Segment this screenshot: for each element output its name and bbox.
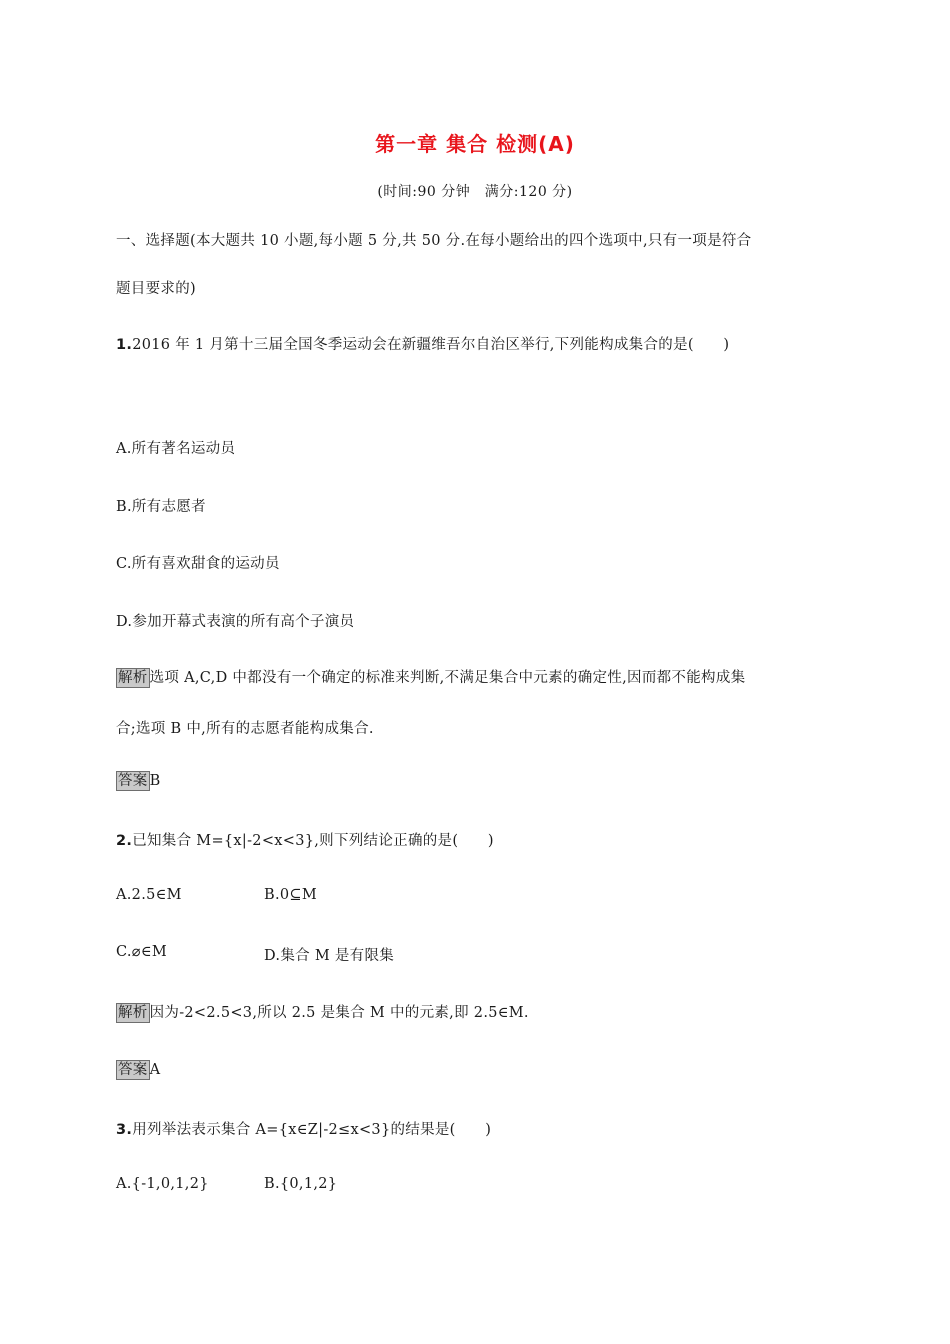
question-2-option-c: C.⌀∈M: [116, 944, 167, 960]
question-1-analysis-text: 选项 A,C,D 中都没有一个确定的标准来判断,不满足集合中元素的确定性,因而都不能构成集: [149, 670, 746, 686]
question-2-option-a: A.2.5∈M: [116, 887, 182, 903]
document-subtitle: (时间:90 分钟 满分:120 分): [377, 184, 573, 200]
question-2-answer: [116, 1060, 160, 1080]
question-1-answer-value: B: [149, 773, 161, 789]
question-1-answer: [116, 771, 161, 791]
question-2-text: 已知集合 M={x|-2<x<3},则下列结论正确的是( ): [132, 833, 494, 849]
question-1-option-c: C.所有喜欢甜食的运动员: [116, 556, 280, 572]
question-3-option-a: A.{-1,0,1,2}: [116, 1176, 209, 1192]
question-2-number: 2.: [116, 833, 133, 849]
question-2-options-row1: [116, 887, 516, 903]
question-2-analysis-text: 因为-2<2.5<3,所以 2.5 是集合 M 中的元素,即 2.5∈M.: [149, 1005, 529, 1021]
question-1-option-d: D.参加开幕式表演的所有高个子演员: [116, 614, 355, 630]
question-3-number: 3.: [116, 1122, 133, 1138]
question-1-option-a: A.所有著名运动员: [116, 441, 236, 457]
question-2-answer-value: A: [149, 1062, 161, 1078]
question-3-text: 用列举法表示集合 A={x∈Z|-2≤x<3}的结果是( ): [132, 1122, 492, 1138]
answer-label: 答案: [118, 1062, 148, 1078]
question-1-number: 1.: [116, 337, 133, 353]
section-heading-line1: 一、选择题(本大题共 10 小题,每小题 5 分,共 50 分.在每小题给出的四个选项中,只有一项是符合: [116, 233, 752, 249]
question-1-analysis-line2: 合;选项 B 中,所有的志愿者能构成集合.: [116, 721, 374, 737]
analysis-label: 解析: [118, 1005, 148, 1021]
question-2-analysis: [116, 1001, 529, 1023]
question-2-options-row2: [116, 944, 516, 964]
question-3-options-row1: [116, 1176, 516, 1192]
question-3-option-b: B.{0,1,2}: [264, 1176, 338, 1192]
question-3-stem: [116, 1118, 491, 1139]
question-2-option-d: D.集合 M 是有限集: [264, 948, 395, 964]
analysis-label: 解析: [118, 670, 148, 686]
question-1-text: 2016 年 1 月第十三届全国冬季运动会在新疆维吾尔自治区举行,下列能构成集合的是( ): [132, 337, 730, 353]
question-1-option-b: B.所有志愿者: [116, 499, 206, 515]
question-1-stem: [116, 333, 729, 354]
question-1-analysis-line1: [116, 666, 745, 688]
answer-label: 答案: [118, 773, 148, 789]
question-2-option-b: B.0⊆M: [264, 887, 317, 903]
section-heading-line2: 题目要求的): [116, 281, 196, 297]
document-title: 第一章 集合 检测(A): [375, 132, 575, 156]
question-2-stem: [116, 829, 494, 850]
